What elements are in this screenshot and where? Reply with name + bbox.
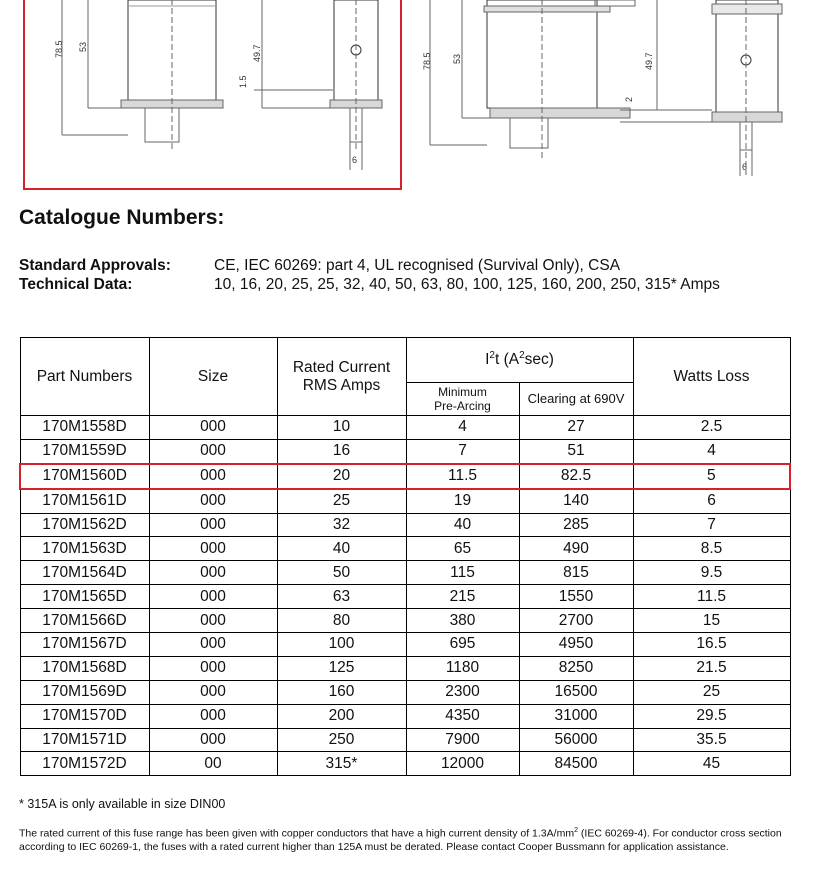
derating-note (19, 824, 809, 854)
table-cell: 21.5 (633, 656, 790, 680)
table-cell: 16 (277, 439, 406, 463)
table-cell: 25 (277, 489, 406, 513)
table-cell: 40 (277, 537, 406, 561)
table-cell: 285 (519, 513, 633, 537)
table-cell: 25 (633, 680, 790, 704)
table-cell: 2700 (519, 609, 633, 633)
table-cell: 4 (633, 439, 790, 463)
header-rated-current (277, 338, 406, 416)
table-cell: 11.5 (406, 464, 519, 489)
table-cell: 27 (519, 416, 633, 440)
left-dim-inner: 53 (78, 41, 88, 52)
table-cell: 250 (277, 728, 406, 752)
right-dim-small: 2 (624, 96, 634, 102)
table-cell: 82.5 (519, 464, 633, 489)
i2t-sup2: 2 (519, 350, 525, 362)
catalogue-table (19, 337, 791, 776)
table-cell: 7 (633, 513, 790, 537)
table-cell: 00 (149, 752, 277, 776)
right-dim-pin: 6 (742, 162, 748, 172)
header-rated-line1: Rated Current (292, 358, 391, 376)
table-cell: 12000 (406, 752, 519, 776)
right-front-view (430, 0, 635, 160)
table-cell: 215 (406, 585, 519, 609)
table-cell: 000 (149, 656, 277, 680)
table-cell: 7 (406, 439, 519, 463)
table-cell: 200 (277, 704, 406, 728)
table-cell: 115 (406, 561, 519, 585)
table-cell: 10 (277, 416, 406, 440)
header-part-numbers: Part Numbers (20, 338, 149, 416)
table-cell: 170M1568D (20, 656, 149, 680)
table-cell: 8.5 (633, 537, 790, 561)
table-body (20, 416, 790, 776)
table-cell: 4350 (406, 704, 519, 728)
left-dim-right: 49.7 (252, 44, 262, 62)
table-cell: 170M1566D (20, 609, 149, 633)
table-row (20, 439, 790, 463)
table-cell: 29.5 (633, 704, 790, 728)
table-cell: 20 (277, 464, 406, 489)
table-cell: 31000 (519, 704, 633, 728)
table-cell: 15 (633, 609, 790, 633)
table-cell: 170M1562D (20, 513, 149, 537)
header-rated-line2: RMS Amps (302, 376, 381, 394)
note-sup: 2 (574, 827, 578, 834)
table-cell: 84500 (519, 752, 633, 776)
table-cell: 50 (277, 561, 406, 585)
header-size: Size (149, 338, 277, 416)
spec-value: CE, IEC 60269: part 4, UL recognised (Survival Only), CSA (214, 257, 621, 274)
table-cell: 000 (149, 704, 277, 728)
table-row (20, 752, 790, 776)
header-min-line2: Pre-Arcing (434, 399, 491, 413)
table-cell: 000 (149, 416, 277, 440)
table-cell: 315* (277, 752, 406, 776)
table-cell: 8250 (519, 656, 633, 680)
left-front-view (62, 0, 223, 150)
header-min-pre-arcing (406, 383, 519, 416)
table-cell: 140 (519, 489, 633, 513)
left-dim-outer: 78.5 (54, 40, 64, 58)
highlight-frame (24, 0, 401, 189)
table-cell: 170M1571D (20, 728, 149, 752)
i2t-pre: I (485, 351, 490, 369)
table-cell: 16.5 (633, 633, 790, 657)
note-part2: (IEC 60269-4). For conductor cross section according to IEC 60269-1, the fuses with a rated current higher than 125A must be derated. Please contact Cooper Bussmann for application assistance. (19, 827, 782, 853)
table-cell: 170M1559D (20, 439, 149, 463)
catalogue-heading: Catalogue Numbers: (19, 206, 225, 229)
table-cell: 6 (633, 489, 790, 513)
table-cell: 170M1572D (20, 752, 149, 776)
table-cell: 170M1558D (20, 416, 149, 440)
table-cell: 11.5 (633, 585, 790, 609)
header-min-line1: Minimum (438, 385, 487, 399)
i2t-sup: 2 (489, 350, 495, 362)
table-row (20, 656, 790, 680)
technical-drawings (0, 0, 830, 200)
table-cell: 170M1560D (20, 464, 149, 489)
table-cell: 51 (519, 439, 633, 463)
table-cell: 000 (149, 489, 277, 513)
spec-value: 10, 16, 20, 25, 25, 32, 40, 50, 63, 80, 100, 125, 160, 200, 250, 315* Amps (214, 276, 720, 293)
table-cell: 1550 (519, 585, 633, 609)
table-cell: 000 (149, 633, 277, 657)
table-cell: 000 (149, 464, 277, 489)
table-cell: 000 (149, 728, 277, 752)
table-row (20, 585, 790, 609)
table-row (20, 609, 790, 633)
table-cell: 19 (406, 489, 519, 513)
table-cell: 000 (149, 680, 277, 704)
table-row (20, 728, 790, 752)
table-row (20, 633, 790, 657)
table-cell: 4950 (519, 633, 633, 657)
table-cell: 170M1563D (20, 537, 149, 561)
table-cell: 4 (406, 416, 519, 440)
table-cell: 000 (149, 585, 277, 609)
left-side-view (254, 0, 382, 170)
table-row (20, 561, 790, 585)
table-cell: 35.5 (633, 728, 790, 752)
table-cell: 80 (277, 609, 406, 633)
table-cell: 56000 (519, 728, 633, 752)
table-row (20, 416, 790, 440)
left-dim-pin: 6 (352, 155, 358, 165)
table-row (20, 537, 790, 561)
table-cell: 170M1570D (20, 704, 149, 728)
table-cell: 160 (277, 680, 406, 704)
table-cell: 170M1561D (20, 489, 149, 513)
table-row (20, 704, 790, 728)
table-cell: 100 (277, 633, 406, 657)
note-part1: The rated current of this fuse range has been given with copper conductors that have a high current density of 1.3A/mm (19, 827, 575, 840)
table-cell: 16500 (519, 680, 633, 704)
table-cell: 000 (149, 609, 277, 633)
table-cell: 1180 (406, 656, 519, 680)
i2t-post: sec) (524, 351, 554, 369)
table-cell: 000 (149, 439, 277, 463)
table-cell: 9.5 (633, 561, 790, 585)
table-cell: 40 (406, 513, 519, 537)
table-cell: 2.5 (633, 416, 790, 440)
header-clearing: Clearing at 690V (519, 383, 633, 416)
table-row (20, 680, 790, 704)
table-cell: 170M1567D (20, 633, 149, 657)
table-cell: 2300 (406, 680, 519, 704)
table-cell: 32 (277, 513, 406, 537)
table-row (20, 489, 790, 513)
right-side-view (620, 0, 782, 176)
table-cell: 000 (149, 513, 277, 537)
footnote: * 315A is only available in size DIN00 (19, 797, 226, 811)
table-cell: 815 (519, 561, 633, 585)
table-cell: 7900 (406, 728, 519, 752)
left-dim-small: 1.5 (238, 75, 248, 88)
table-cell: 380 (406, 609, 519, 633)
table-row (20, 513, 790, 537)
table-cell: 170M1565D (20, 585, 149, 609)
right-dim-inner: 53 (452, 53, 462, 64)
header-i2t (406, 338, 633, 383)
table-cell: 490 (519, 537, 633, 561)
table-cell: 125 (277, 656, 406, 680)
table-cell: 000 (149, 537, 277, 561)
right-dim-outer: 78.5 (422, 52, 432, 70)
header-watts-loss: Watts Loss (633, 338, 790, 416)
table-cell: 45 (633, 752, 790, 776)
table-cell: 63 (277, 585, 406, 609)
right-dim-right: 49.7 (644, 52, 654, 70)
table-cell: 5 (633, 464, 790, 489)
table-cell: 695 (406, 633, 519, 657)
table-cell: 170M1564D (20, 561, 149, 585)
table-cell: 000 (149, 561, 277, 585)
spec-label: Standard Approvals: (19, 257, 171, 274)
i2t-mid: t (A (494, 351, 520, 369)
table-cell: 170M1569D (20, 680, 149, 704)
table-row (20, 464, 790, 489)
table-cell: 65 (406, 537, 519, 561)
spec-label: Technical Data: (19, 276, 133, 293)
